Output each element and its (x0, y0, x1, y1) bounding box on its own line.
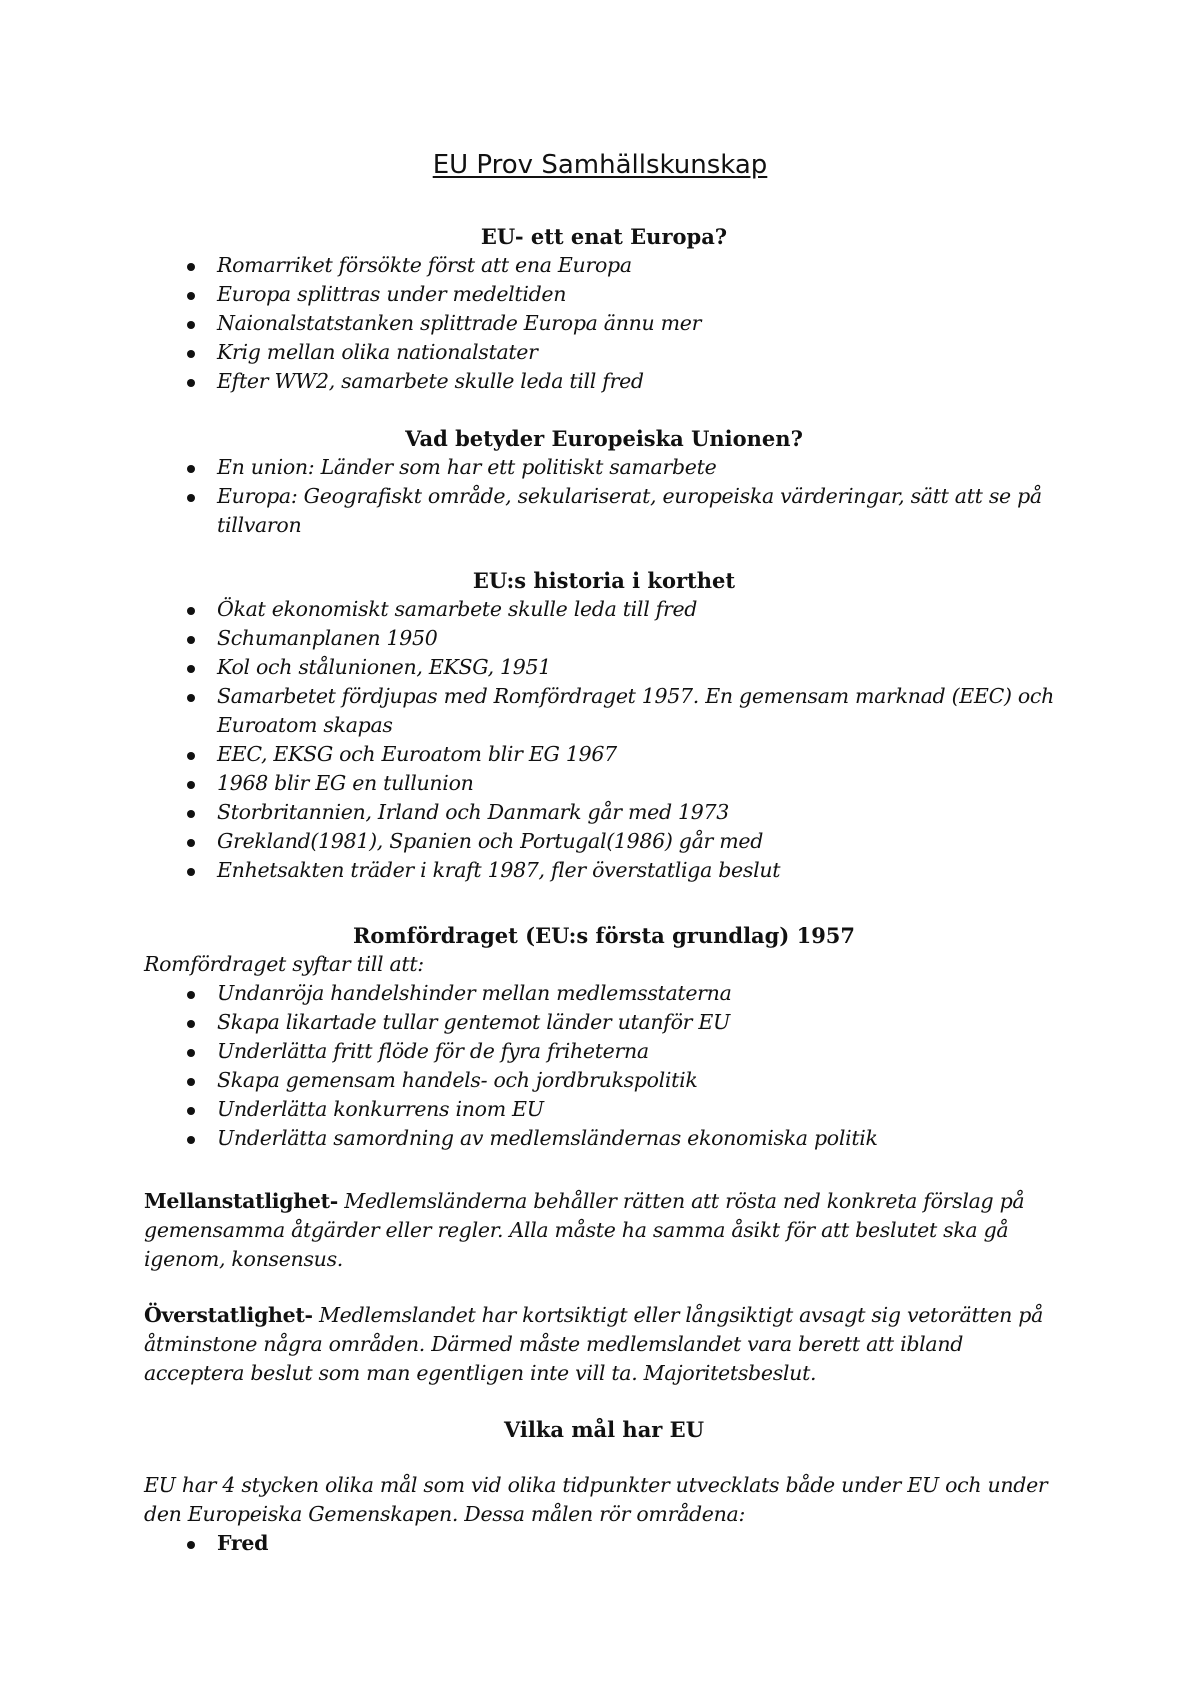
definition-term: Överstatlighet- (144, 1303, 313, 1327)
section-heading: EU- ett enat Europa? (480, 224, 728, 249)
definition-paragraph (144, 1301, 1064, 1388)
bullet-icon (187, 607, 195, 615)
section-eu-enat-europa (144, 222, 1064, 396)
list-item: Fred (144, 1529, 1064, 1558)
bullet-icon (187, 810, 195, 818)
bullet-list (144, 1529, 1064, 1558)
bullet-icon (187, 1020, 195, 1028)
bullet-icon (187, 1049, 195, 1057)
list-item: Underlätta fritt flöde för de fyra friheterna (144, 1037, 1064, 1066)
list-item: Romarriket försökte först att ena Europa (144, 251, 1064, 280)
section-romfordraget (144, 921, 1064, 1153)
bullet-icon (187, 694, 195, 702)
bullet-icon (187, 465, 195, 473)
list-item: Grekland(1981), Spanien och Portugal(1986) går med (144, 827, 1064, 856)
list-item: Krig mellan olika nationalstater (144, 338, 1064, 367)
bullet-icon (187, 636, 195, 644)
section-heading: Vad betyder Europeiska Unionen? (405, 426, 803, 451)
section-vad-betyder-eu (144, 424, 1064, 540)
list-item: Naionalstatstanken splittrade Europa ännu mer (144, 309, 1064, 338)
definition-text: Medlemslandet har kortsiktigt eller långsiktigt avsagt sig vetorätten på åtminstone några områden. Därmed måste medlemslandet vara berett att ibland acceptera beslut som man egentligen inte vill ta. Majoritetsbeslut. (144, 1303, 1044, 1385)
section-heading: EU:s historia i korthet (472, 568, 736, 593)
bullet-list (144, 453, 1064, 540)
list-item: En union: Länder som har ett politiskt samarbete (144, 453, 1064, 482)
bullet-icon (187, 1107, 195, 1115)
list-item: 1968 blir EG en tullunion (144, 769, 1064, 798)
definition-overstatlighet (144, 1301, 1064, 1388)
bullet-icon (187, 263, 195, 271)
list-item: Enhetsakten träder i kraft 1987, fler överstatliga beslut (144, 856, 1064, 885)
bullet-icon (187, 350, 195, 358)
bullet-icon (187, 781, 195, 789)
bullet-icon (187, 321, 195, 329)
bullet-list (144, 595, 1064, 885)
section-vilka-mal (144, 1415, 1064, 1444)
bullet-icon (187, 494, 195, 502)
list-item: Ökat ekonomiskt samarbete skulle leda till fred (144, 595, 1064, 624)
list-item: Underlätta samordning av medlemsländernas ekonomiska politik (144, 1124, 1064, 1153)
list-item: Samarbetet fördjupas med Romfördraget 1957. En gemensam marknad (EEC) och Euroatom skapas (144, 682, 1064, 740)
bullet-list (144, 979, 1064, 1153)
list-item: Europa splittras under medeltiden (144, 280, 1064, 309)
definition-mellanstatlighet (144, 1187, 1064, 1274)
definition-text: Medlemsländerna behåller rätten att rösta ned konkreta förslag på gemensamma åtgärder eller regler. Alla måste ha samma åsikt för att beslutet ska gå igenom, konsensus. (144, 1189, 1025, 1271)
list-item: Skapa likartade tullar gentemot länder utanför EU (144, 1008, 1064, 1037)
section-eu-historia (144, 566, 1064, 885)
bullet-icon (187, 379, 195, 387)
list-item: EEC, EKSG och Euroatom blir EG 1967 (144, 740, 1064, 769)
section-intro: EU har 4 stycken olika mål som vid olika tidpunkter utvecklats både under EU och under den Europeiska Gemenskapen. Dessa målen rör områdena: (144, 1473, 1048, 1526)
definition-term: Mellanstatlighet- (144, 1189, 338, 1213)
list-item: Skapa gemensam handels- och jordbrukspolitik (144, 1066, 1064, 1095)
bullet-icon (187, 991, 195, 999)
list-item: Storbritannien, Irland och Danmark går med 1973 (144, 798, 1064, 827)
list-item: Underlätta konkurrens inom EU (144, 1095, 1064, 1124)
bullet-icon (187, 1136, 195, 1144)
bullet-icon (187, 839, 195, 847)
definition-paragraph (144, 1187, 1064, 1274)
list-item: Europa: Geografiskt område, sekulariserat, europeiska värderingar, sätt att se på tillvaron (144, 482, 1064, 540)
list-item: Undanröja handelshinder mellan medlemsstaterna (144, 979, 1064, 1008)
section-heading: Romfördraget (EU:s första grundlag) 1957 (352, 923, 856, 948)
bullet-icon (187, 292, 195, 300)
bullet-icon (187, 1541, 195, 1549)
bullet-icon (187, 752, 195, 760)
bullet-icon (187, 868, 195, 876)
section-heading: Vilka mål har EU (503, 1417, 705, 1442)
bullet-list (144, 251, 1064, 396)
list-item: Schumanplanen 1950 (144, 624, 1064, 653)
list-item: Kol och stålunionen, EKSG, 1951 (144, 653, 1064, 682)
list-item: Efter WW2, samarbete skulle leda till fred (144, 367, 1064, 396)
bullet-icon (187, 1078, 195, 1086)
section-vilka-mal-body (144, 1471, 1064, 1558)
section-intro: Romfördraget syftar till att: (144, 952, 424, 976)
bullet-icon (187, 665, 195, 673)
page-title: EU Prov Samhällskunskap (432, 150, 768, 180)
